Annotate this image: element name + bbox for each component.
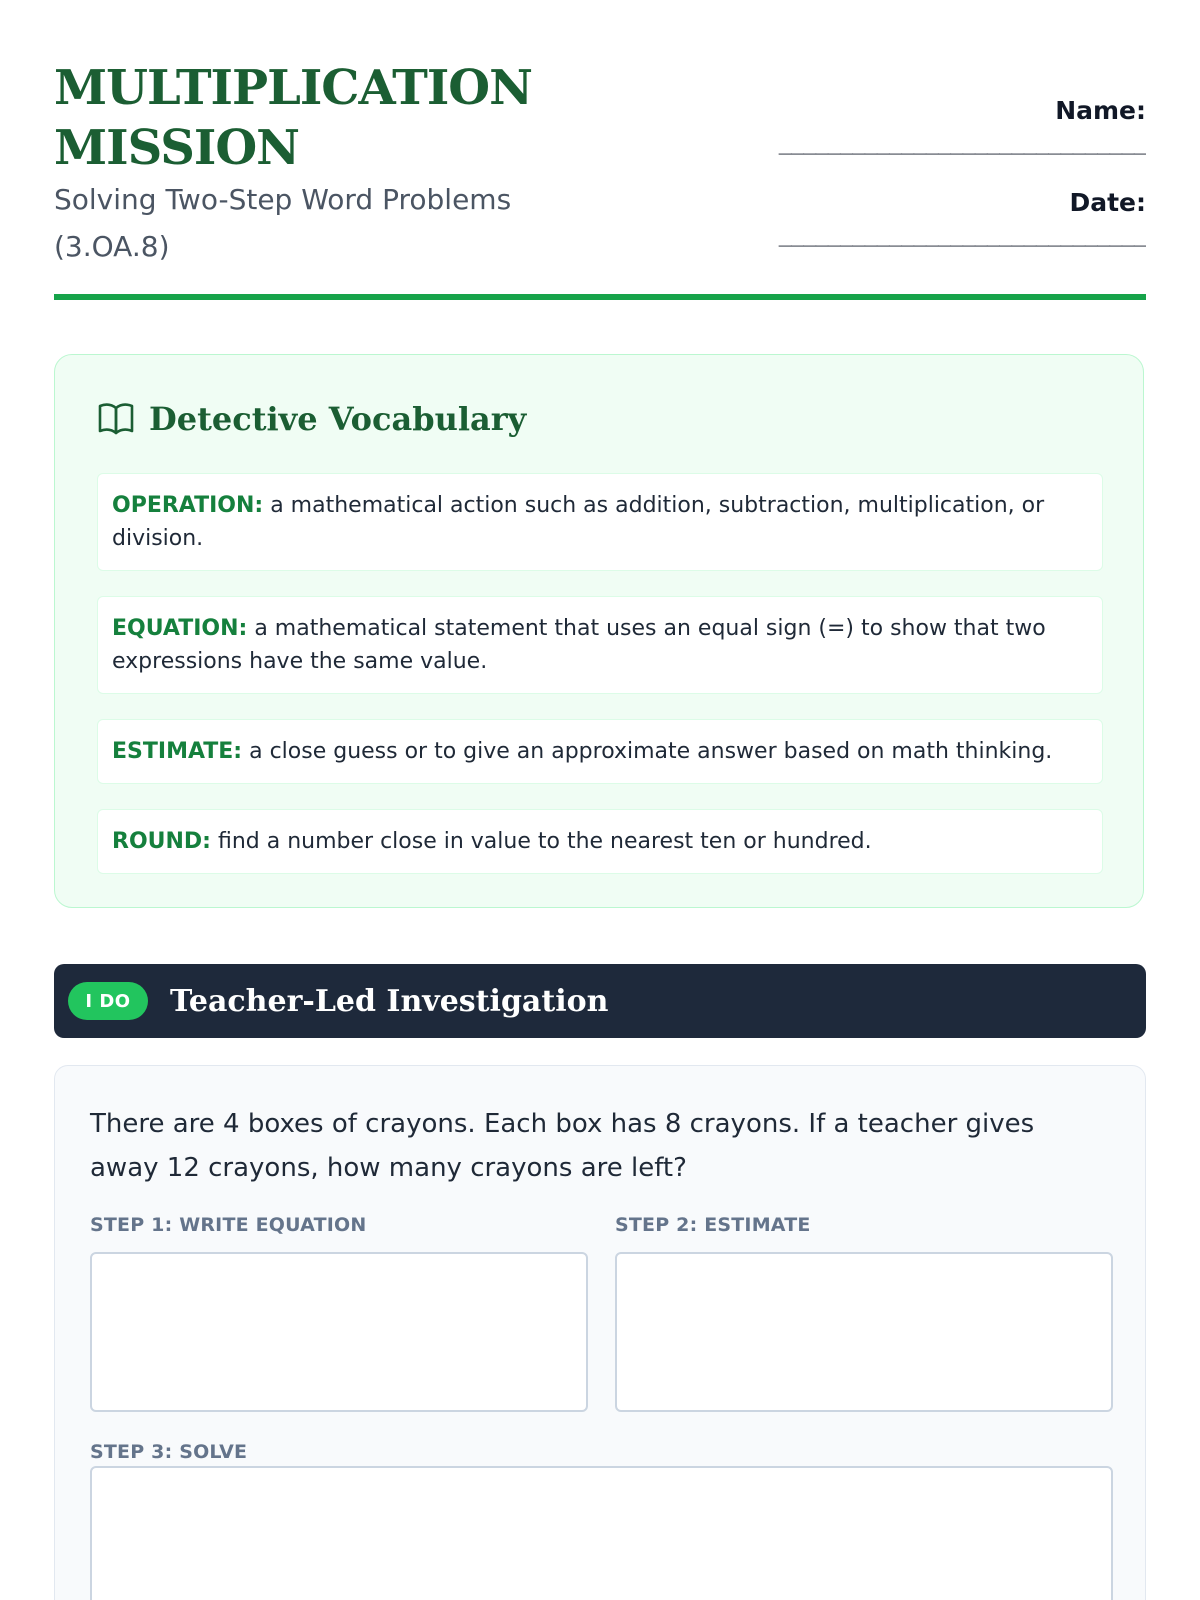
step-3-label: STEP 3: SOLVE — [90, 1441, 248, 1463]
term-word: OPERATION: — [112, 493, 264, 518]
student-fields — [686, 94, 1146, 278]
term-card-operation — [97, 473, 1103, 571]
term-card-round — [97, 809, 1103, 874]
term-word: ESTIMATE: — [112, 739, 243, 764]
term-word: ROUND: — [112, 829, 211, 854]
open-book-icon — [97, 401, 135, 437]
subtitle-line-1: Solving Two-Step Word Problems — [54, 183, 512, 216]
vocabulary-heading — [97, 397, 526, 441]
title-line-2: MISSION — [54, 120, 299, 176]
name-field[interactable]: ______________________________ — [778, 130, 1146, 155]
page-title — [54, 58, 674, 178]
term-definition: a close guess or to give an approximate answer based on math thinking. — [242, 739, 1053, 764]
term-definition: find a number close in value to the nearest ten or hundred. — [210, 829, 872, 854]
term-word: EQUATION: — [112, 616, 248, 641]
problem-card — [54, 1065, 1146, 1600]
term-definition: a mathematical statement that uses an equal sign (=) to show that two expressions have the same value. — [112, 616, 1046, 674]
vocabulary-title: Detective Vocabulary — [149, 400, 527, 438]
step-1-label: STEP 1: WRITE EQUATION — [90, 1214, 367, 1236]
step-1-answer-box[interactable] — [90, 1252, 588, 1412]
worksheet-page — [54, 0, 1146, 1600]
section-title: Teacher-Led Investigation — [170, 983, 609, 1019]
word-problem-text: There are 4 boxes of crayons. Each box has 8 crayons. If a teacher gives away 12 crayons, how many crayons are left? — [90, 1109, 1035, 1183]
header-divider — [54, 294, 1146, 300]
date-field[interactable]: ______________________________ — [778, 222, 1146, 247]
i-do-banner — [54, 964, 1146, 1038]
page-subtitle — [54, 176, 574, 270]
step-2-answer-box[interactable] — [615, 1252, 1113, 1412]
i-do-badge: I DO — [68, 982, 148, 1020]
term-card-equation — [97, 596, 1103, 694]
title-line-1: MULTIPLICATION — [54, 60, 532, 116]
worksheet-header — [54, 54, 1146, 294]
term-card-estimate — [97, 719, 1103, 784]
term-definition: a mathematical action such as addition, subtraction, multiplication, or division. — [112, 493, 1045, 551]
step-3-answer-box[interactable] — [90, 1466, 1113, 1600]
date-label: Date: — [1069, 188, 1146, 217]
subtitle-line-2: (3.OA.8) — [54, 230, 170, 263]
step-2-label: STEP 2: ESTIMATE — [615, 1214, 811, 1236]
name-label: Name: — [1055, 96, 1146, 125]
vocabulary-panel — [54, 354, 1144, 908]
